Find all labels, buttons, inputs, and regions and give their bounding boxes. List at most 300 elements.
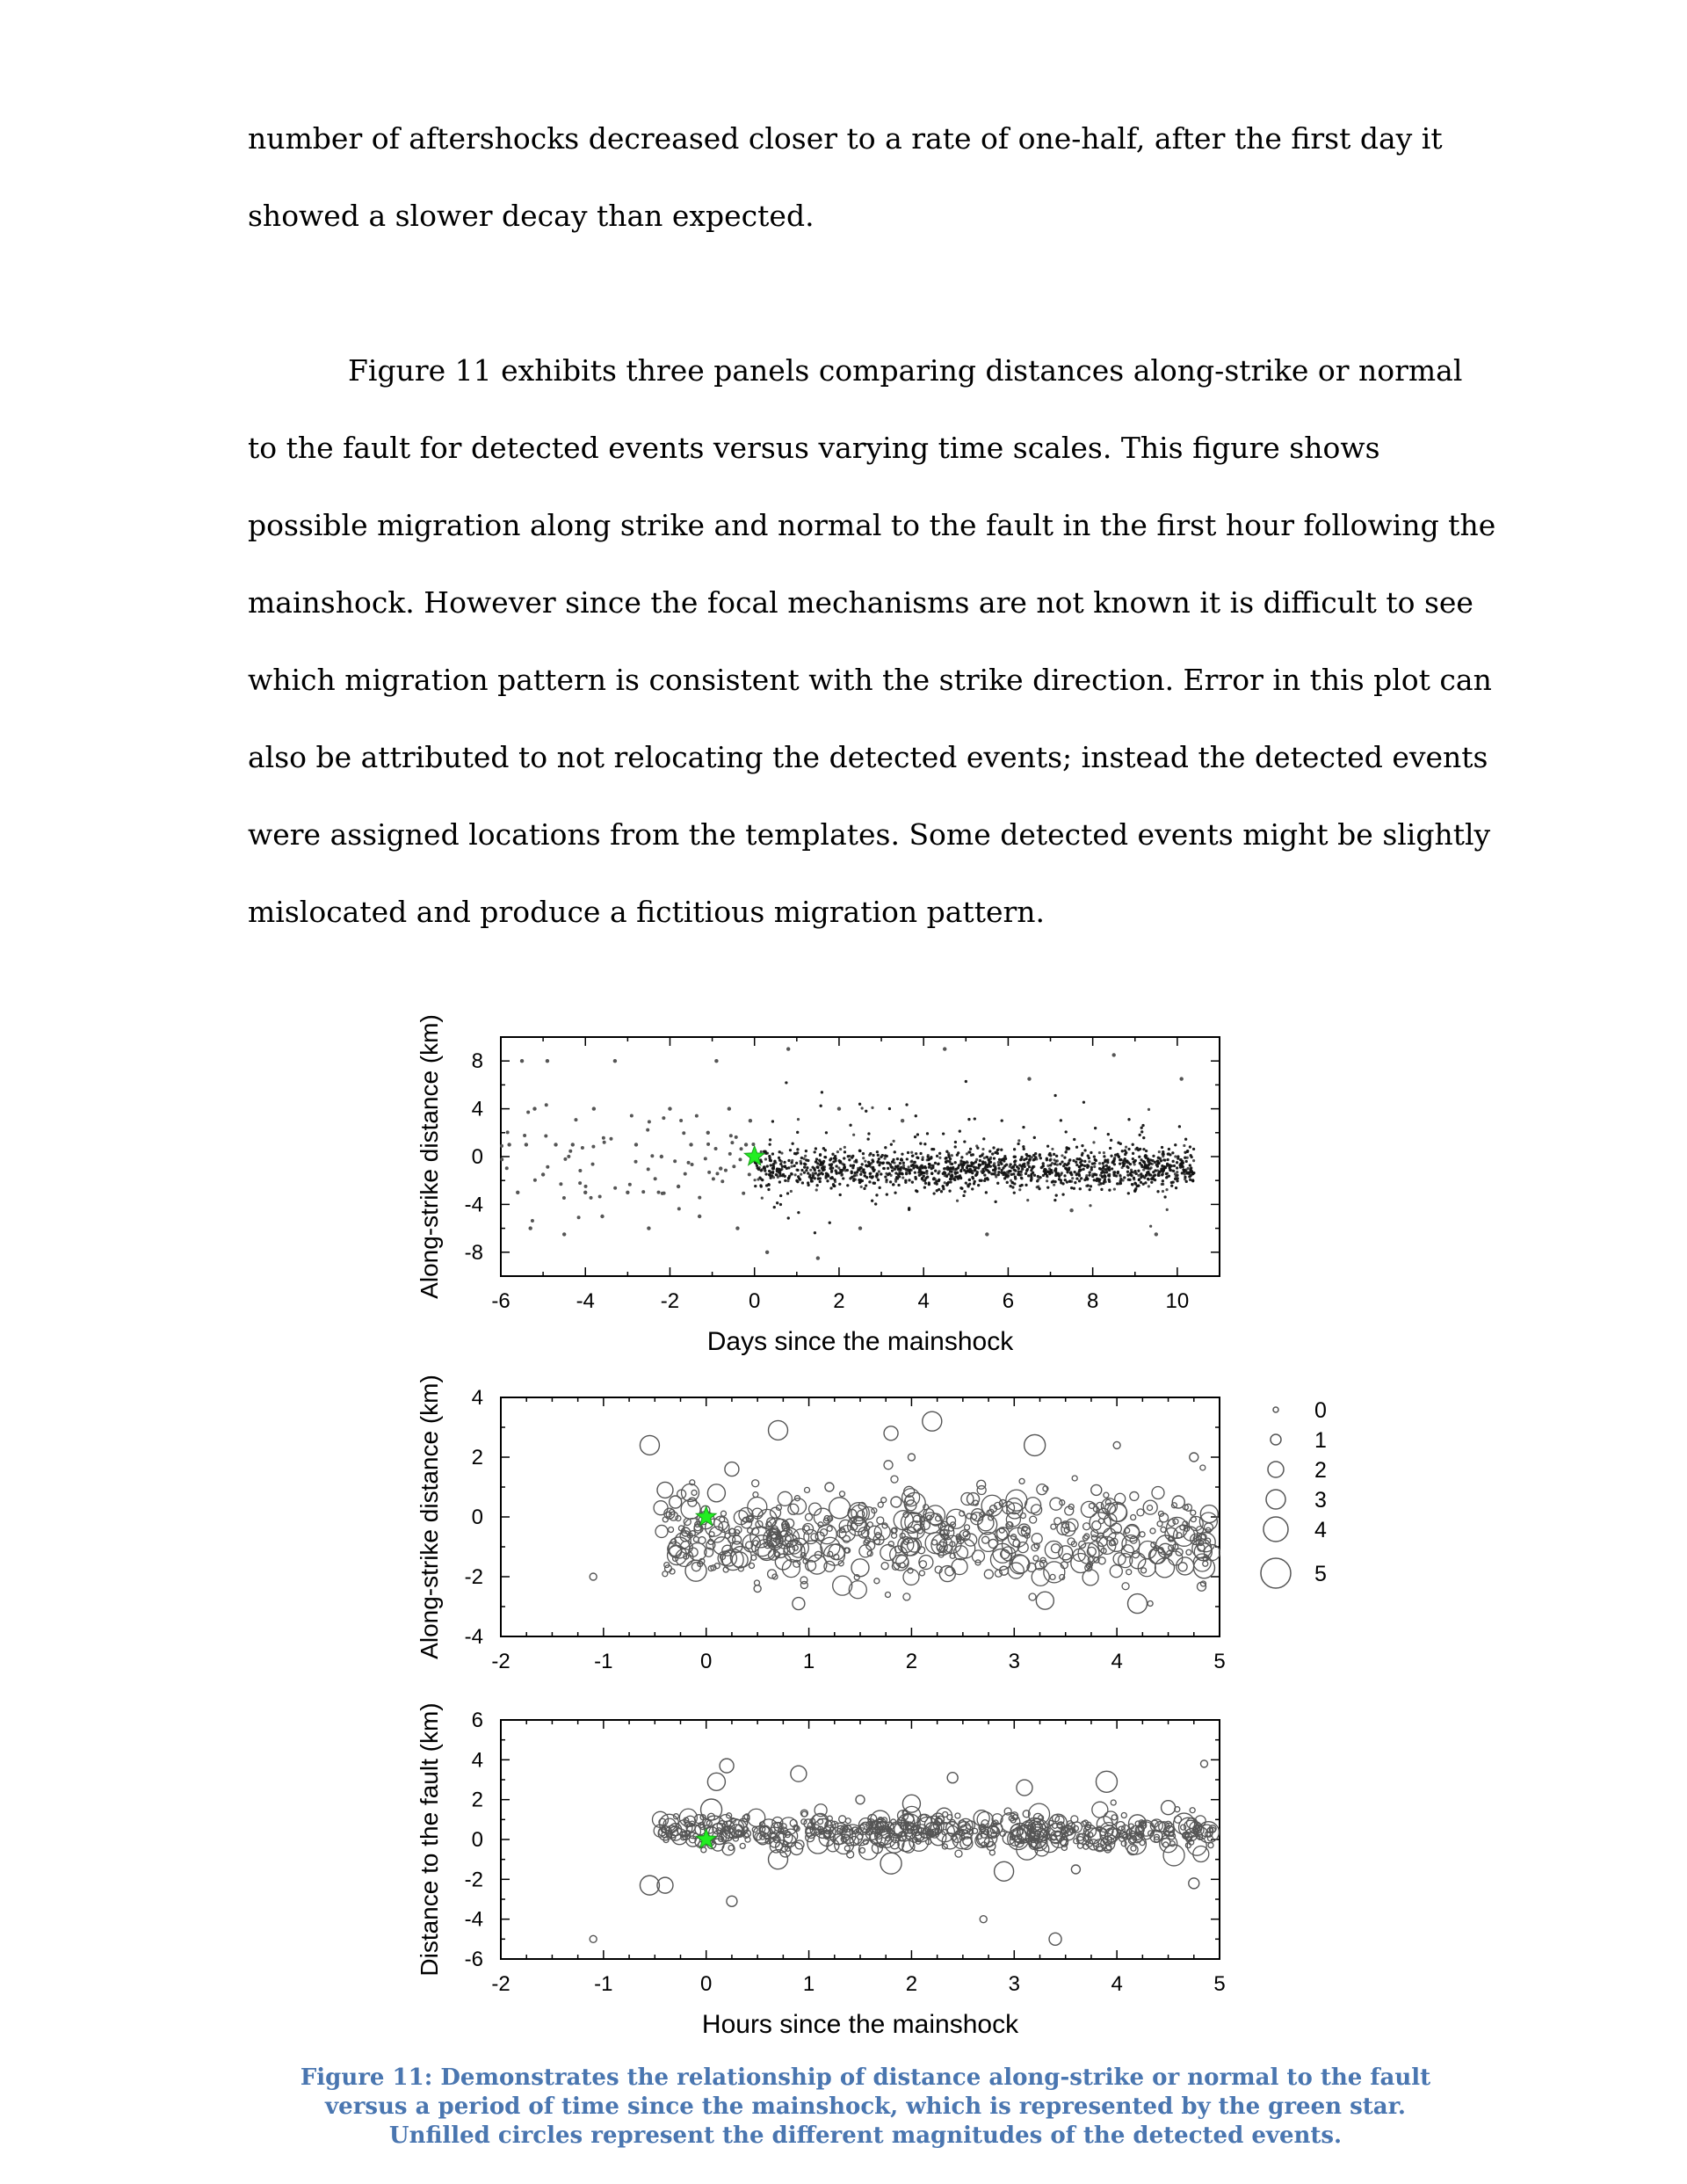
event-dot	[1178, 1125, 1181, 1128]
event-dot	[787, 1216, 790, 1219]
event-dot	[1014, 1175, 1017, 1178]
event-dot	[780, 1151, 783, 1154]
event-dot	[862, 1157, 865, 1159]
event-dot	[1147, 1157, 1149, 1160]
event-dot	[916, 1133, 919, 1136]
event-dot	[1108, 1180, 1111, 1183]
event-dot	[860, 1186, 863, 1188]
event-circle	[1131, 1846, 1136, 1851]
event-dot	[1080, 1177, 1082, 1179]
event-circle	[844, 1846, 850, 1851]
event-dot	[858, 1150, 861, 1152]
event-dot	[869, 1175, 872, 1178]
event-circle	[748, 1809, 765, 1826]
event-dot	[1148, 1108, 1150, 1111]
event-dot	[541, 1172, 545, 1176]
event-dot	[981, 1148, 984, 1150]
event-dot	[937, 1163, 939, 1165]
event-dot	[598, 1194, 602, 1198]
event-circle	[1208, 1843, 1213, 1848]
event-circle	[1111, 1815, 1117, 1820]
event-dot	[919, 1143, 922, 1145]
event-dot	[851, 1157, 853, 1159]
event-dot	[967, 1161, 969, 1164]
event-dot	[957, 1166, 959, 1169]
event-dot	[634, 1143, 638, 1146]
event-dot	[528, 1226, 532, 1230]
event-dot	[820, 1105, 822, 1107]
event-dot	[1053, 1163, 1056, 1165]
event-dot	[1126, 1165, 1128, 1168]
event-circle	[885, 1593, 890, 1598]
event-circle	[1162, 1801, 1176, 1815]
event-dot	[778, 1172, 781, 1175]
event-dot	[779, 1163, 782, 1165]
event-dot	[818, 1169, 821, 1172]
event-circle	[995, 1861, 1014, 1881]
event-dot	[968, 1150, 971, 1153]
x-axis-label: Days since the mainshock	[706, 1327, 1014, 1356]
event-dot	[1184, 1138, 1187, 1141]
event-dot	[1150, 1166, 1153, 1169]
event-dot	[814, 1177, 816, 1179]
event-circle	[1092, 1802, 1108, 1818]
event-dot	[778, 1150, 781, 1153]
event-dot	[1170, 1185, 1173, 1187]
event-circle	[908, 1454, 915, 1461]
chart-panel-2	[416, 1375, 1327, 1673]
event-dot	[974, 1180, 976, 1183]
event-circle	[1140, 1532, 1145, 1537]
event-dot	[945, 1150, 948, 1153]
event-dot	[559, 1182, 562, 1186]
event-circle	[1128, 1594, 1148, 1614]
event-dot	[735, 1136, 738, 1139]
event-dot	[1028, 1159, 1031, 1162]
event-dot	[984, 1178, 987, 1180]
x-tick-label: 2	[833, 1289, 845, 1313]
event-dot	[886, 1162, 888, 1165]
event-dot	[714, 1059, 718, 1063]
event-dot	[888, 1107, 891, 1110]
event-circle	[1190, 1808, 1195, 1813]
event-dot	[1078, 1157, 1081, 1160]
event-circle	[1161, 1527, 1166, 1532]
x-tick-label: 1	[802, 1972, 815, 1996]
event-dot	[950, 1175, 952, 1178]
event-dot	[1020, 1177, 1023, 1179]
y-tick-label: 2	[471, 1788, 483, 1812]
event-dot	[974, 1174, 977, 1177]
event-dot	[1000, 1149, 1003, 1151]
event-dot	[1140, 1130, 1143, 1133]
event-dot	[974, 1161, 977, 1164]
event-dot	[1168, 1175, 1170, 1178]
event-dot	[800, 1157, 803, 1159]
event-dot	[1189, 1164, 1191, 1166]
event-dot	[1140, 1127, 1143, 1129]
event-dot	[1087, 1184, 1090, 1186]
event-dot	[1061, 1182, 1064, 1185]
event-dot	[1192, 1159, 1195, 1162]
event-dot	[516, 1191, 519, 1194]
event-dot	[1109, 1147, 1111, 1150]
event-dot	[1064, 1179, 1067, 1181]
event-circle	[778, 1491, 792, 1506]
event-dot	[971, 1187, 974, 1190]
event-dot	[1162, 1150, 1164, 1153]
x-tick-label: -2	[491, 1650, 510, 1673]
event-dot	[1064, 1167, 1067, 1170]
event-dot	[769, 1143, 771, 1146]
event-circle	[640, 1876, 659, 1895]
event-circle	[590, 1573, 597, 1580]
event-circle	[1072, 1476, 1077, 1481]
event-dot	[975, 1158, 978, 1161]
event-dot	[911, 1155, 914, 1157]
event-dot	[728, 1152, 732, 1156]
event-circle	[791, 1766, 807, 1781]
event-dot	[797, 1175, 800, 1178]
event-dot	[1066, 1164, 1068, 1166]
event-dot	[532, 1107, 536, 1110]
legend-circle	[1266, 1490, 1285, 1509]
event-dot	[874, 1202, 877, 1205]
event-dot	[1172, 1181, 1175, 1184]
event-dot	[1068, 1158, 1071, 1161]
event-dot	[932, 1178, 935, 1180]
event-dot	[951, 1163, 953, 1165]
event-dot	[1098, 1151, 1101, 1154]
event-dot	[954, 1141, 957, 1143]
event-dot	[1010, 1185, 1012, 1187]
event-circle	[955, 1813, 960, 1818]
event-dot	[851, 1166, 854, 1169]
event-dot	[1104, 1168, 1107, 1171]
event-dot	[864, 1160, 866, 1163]
event-dot	[1142, 1160, 1145, 1163]
event-dot	[1053, 1094, 1056, 1097]
event-dot	[1174, 1155, 1177, 1157]
event-dot	[1189, 1179, 1191, 1181]
event-dot	[761, 1179, 764, 1181]
event-dot	[1115, 1174, 1118, 1177]
event-circle	[1190, 1453, 1198, 1462]
text-line: number of aftershocks decreased closer to a rate of one-half, after the first day it	[248, 121, 1443, 156]
event-dot	[1063, 1157, 1066, 1159]
event-dot	[938, 1152, 941, 1155]
event-dot	[898, 1175, 901, 1178]
legend-circle	[1261, 1558, 1291, 1588]
event-dot	[1066, 1180, 1068, 1183]
event-dot	[1110, 1155, 1112, 1157]
event-circle	[749, 1564, 754, 1569]
event-dot	[910, 1159, 913, 1162]
event-dot	[1017, 1139, 1020, 1142]
event-dot	[1007, 1174, 1010, 1177]
event-dot	[677, 1207, 681, 1210]
event-circle	[732, 1552, 748, 1568]
event-circle	[833, 1576, 852, 1595]
figure-caption	[299, 2064, 1432, 2151]
event-dot	[856, 1171, 858, 1173]
event-dot	[591, 1145, 595, 1149]
event-dot	[613, 1059, 617, 1063]
event-dot	[533, 1179, 537, 1182]
event-dot	[1097, 1178, 1100, 1180]
event-dot	[805, 1158, 807, 1161]
event-dot	[819, 1177, 822, 1179]
event-dot	[852, 1134, 855, 1136]
event-dot	[869, 1172, 872, 1175]
event-dot	[796, 1131, 799, 1134]
event-dot	[1126, 1174, 1129, 1177]
event-dot	[1138, 1178, 1140, 1180]
event-dot	[1099, 1168, 1102, 1171]
x-tick-label: 2	[905, 1650, 918, 1673]
event-circle	[804, 1526, 809, 1531]
event-dot	[795, 1162, 798, 1165]
event-dot	[936, 1182, 938, 1185]
event-dot	[1078, 1165, 1081, 1168]
event-circle	[1017, 1780, 1032, 1796]
event-dot	[846, 1169, 849, 1172]
event-dot	[698, 1215, 701, 1218]
event-dot	[764, 1157, 767, 1160]
event-dot	[917, 1171, 920, 1173]
event-dot	[906, 1157, 909, 1160]
event-dot	[1049, 1164, 1052, 1166]
event-dot	[946, 1168, 949, 1171]
event-dot	[1011, 1181, 1014, 1184]
event-circle	[1030, 1516, 1037, 1523]
event-dot	[895, 1165, 898, 1168]
event-dot	[969, 1148, 972, 1150]
event-dot	[1104, 1159, 1106, 1162]
legend-circle	[1271, 1434, 1281, 1445]
y-tick-label: 0	[471, 1828, 483, 1852]
event-dot	[1053, 1158, 1055, 1161]
event-dot	[882, 1167, 885, 1170]
event-circle	[881, 1563, 888, 1570]
event-dot	[923, 1165, 926, 1168]
event-dot	[1020, 1158, 1023, 1161]
event-dot	[931, 1165, 934, 1167]
event-dot	[1177, 1155, 1179, 1157]
event-dot	[890, 1143, 893, 1146]
event-circle	[1083, 1523, 1090, 1530]
event-circle	[1071, 1865, 1080, 1874]
event-dot	[769, 1174, 771, 1177]
event-dot	[712, 1177, 715, 1180]
event-dot	[791, 1172, 793, 1175]
event-circle	[1091, 1484, 1102, 1495]
event-dot	[942, 1132, 945, 1135]
event-dot	[966, 1166, 968, 1169]
event-dot	[775, 1173, 778, 1176]
event-dot	[1147, 1167, 1149, 1170]
event-dot	[876, 1173, 879, 1176]
event-dot	[506, 1130, 510, 1134]
legend-label: 4	[1314, 1518, 1327, 1542]
event-dot	[867, 1137, 870, 1140]
event-dot	[1135, 1172, 1138, 1175]
event-dot	[965, 1181, 967, 1184]
event-circle	[982, 1536, 989, 1543]
event-dot	[1139, 1148, 1141, 1150]
event-dot	[814, 1150, 816, 1153]
event-dot	[816, 1166, 819, 1169]
event-dot	[827, 1175, 829, 1178]
event-dot	[1074, 1171, 1076, 1173]
event-dot	[1049, 1158, 1052, 1161]
event-dot	[1127, 1192, 1130, 1194]
event-dot	[738, 1157, 742, 1161]
event-dot	[899, 1168, 901, 1171]
event-dot	[996, 1182, 999, 1185]
event-dot	[865, 1184, 867, 1186]
event-dot	[1092, 1141, 1095, 1143]
event-dot	[901, 1176, 904, 1179]
caption-line: Figure 11: Demonstrates the relationship of distance along-strike or normal to the fault	[300, 2064, 1431, 2091]
event-dot	[992, 1146, 995, 1149]
event-dot	[1140, 1172, 1142, 1175]
event-dot	[1155, 1232, 1158, 1236]
event-dot	[891, 1170, 894, 1172]
event-dot	[808, 1174, 811, 1177]
event-dot	[630, 1114, 634, 1117]
event-dot	[1189, 1145, 1191, 1148]
event-dot	[911, 1181, 914, 1184]
event-dot	[1184, 1176, 1186, 1179]
event-dot	[1126, 1159, 1128, 1162]
event-dot	[930, 1157, 932, 1159]
event-dot	[1123, 1176, 1126, 1179]
event-dot	[646, 1128, 649, 1132]
event-dot	[770, 1164, 772, 1166]
event-dot	[944, 1181, 946, 1184]
event-dot	[1037, 1175, 1039, 1178]
event-circle	[1036, 1592, 1053, 1609]
event-dot	[583, 1191, 587, 1194]
event-dot	[877, 1160, 880, 1163]
event-circle	[904, 1492, 925, 1513]
x-tick-label: -1	[594, 1972, 613, 1996]
y-axis-label: Along-strike distance (km)	[416, 1014, 443, 1299]
event-dot	[1103, 1155, 1105, 1157]
event-dot	[1119, 1175, 1122, 1178]
event-dot	[797, 1118, 800, 1121]
event-dot	[628, 1183, 632, 1186]
event-dot	[1156, 1160, 1159, 1163]
event-circle	[1033, 1556, 1039, 1561]
event-dot	[814, 1169, 816, 1172]
event-dot	[1108, 1165, 1111, 1168]
event-dot	[1027, 1174, 1030, 1177]
event-circle	[727, 1896, 737, 1906]
event-dot	[988, 1160, 990, 1163]
event-dot	[1102, 1182, 1104, 1185]
event-dot	[787, 1159, 790, 1162]
event-dot	[823, 1156, 826, 1158]
event-dot	[1088, 1174, 1090, 1177]
event-dot	[770, 1177, 772, 1179]
event-dot	[1003, 1155, 1006, 1157]
event-dot	[1119, 1163, 1121, 1165]
text-line: to the fault for detected events versus varying time scales. This figure shows	[248, 431, 1380, 465]
event-dot	[923, 1143, 926, 1145]
event-dot	[835, 1157, 837, 1160]
event-dot	[1086, 1164, 1089, 1166]
event-dot	[1105, 1165, 1108, 1167]
event-dot	[925, 1170, 928, 1172]
event-dot	[937, 1172, 939, 1174]
event-dot	[1152, 1155, 1155, 1157]
y-tick-label: -8	[464, 1240, 483, 1265]
y-tick-label: -4	[464, 1907, 483, 1932]
event-dot	[715, 1172, 719, 1175]
x-tick-label: 3	[1008, 1972, 1020, 1996]
event-dot	[844, 1167, 846, 1170]
event-dot	[942, 1172, 945, 1175]
event-dot	[829, 1222, 831, 1224]
event-circle	[884, 1426, 898, 1440]
event-dot	[930, 1172, 933, 1174]
event-dot	[1185, 1180, 1188, 1183]
event-circle	[919, 1571, 924, 1576]
x-tick-label: 5	[1213, 1650, 1226, 1673]
event-dot	[1003, 1172, 1005, 1174]
event-dot	[979, 1164, 981, 1166]
event-dot	[1061, 1154, 1063, 1157]
event-dot	[843, 1164, 845, 1166]
event-dot	[943, 1047, 946, 1050]
event-dot	[901, 1119, 904, 1122]
event-dot	[967, 1170, 970, 1172]
event-dot	[1022, 1145, 1025, 1148]
event-dot	[1134, 1189, 1137, 1192]
event-dot	[1133, 1161, 1135, 1164]
event-dot	[872, 1160, 874, 1163]
event-dot	[1068, 1167, 1070, 1170]
event-dot	[783, 1161, 786, 1164]
event-dot	[776, 1201, 778, 1204]
event-dot	[908, 1207, 910, 1209]
x-tick-label: 4	[1111, 1650, 1123, 1673]
event-dot	[982, 1170, 985, 1172]
event-circle	[701, 1847, 706, 1853]
event-dot	[1075, 1146, 1078, 1149]
event-circle	[891, 1497, 901, 1507]
event-dot	[938, 1188, 940, 1191]
event-dot	[833, 1179, 836, 1181]
event-dot	[1141, 1124, 1144, 1127]
event-dot	[928, 1181, 930, 1184]
event-dot	[790, 1190, 793, 1193]
event-dot	[839, 1194, 842, 1196]
event-dot	[1160, 1167, 1162, 1170]
event-dot	[1127, 1118, 1130, 1121]
event-dot	[682, 1131, 685, 1135]
event-dot	[782, 1173, 785, 1176]
event-circle	[1137, 1509, 1144, 1516]
event-dot	[1025, 1153, 1028, 1156]
event-dot	[836, 1150, 839, 1153]
event-dot	[959, 1159, 962, 1162]
event-dot	[803, 1166, 806, 1169]
event-circle	[752, 1480, 759, 1487]
event-dot	[1112, 1159, 1115, 1162]
